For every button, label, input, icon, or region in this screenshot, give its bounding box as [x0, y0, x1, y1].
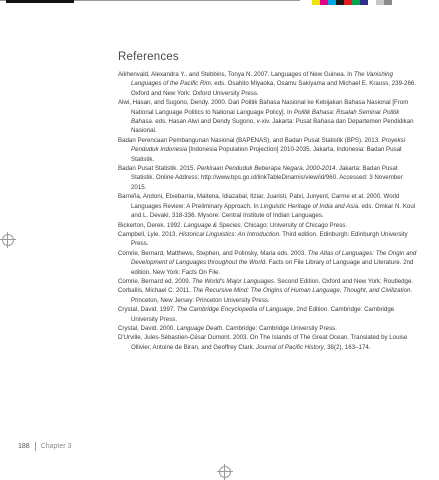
reference-entry: Barreña, Andoni, Etxebarria, Maitena, Idiazabal, Itziar, Juaristi, Patxi, Junyent, Carme et al. 2000. World Languages Review: A Preliminary Approach. In Linguistic Heritage of India and Asia. eds. Omkar N. Koul and L. Devaki, 318-336. Mysore: Central Institute of Indian Languages. — [118, 193, 416, 220]
reference-entry: Comrie, Bernard, Matthews, Stephen, and Polinsky, Maria eds. 2003. The Atlas of Languages: The Origin and Development of Languages throughout the World. Facts on File Library of Language and Literature. 2nd edition. New York: Facts On File. — [118, 249, 417, 276]
reference-list — [118, 70, 418, 352]
color-swatch — [376, 0, 384, 5]
color-calibration-bar — [312, 0, 392, 5]
reference-entry: Badan Perencaan Pembangunan Nasional (BAPENAS), and Badan Pusat Statistik (BPS). 2013. Proyeksi Penduduk Indonesia [Indonesia Population Projection] 2010-2035. Jakarta, Indonesia: Badan Pusat Statistik. — [118, 136, 406, 163]
color-swatch — [352, 0, 360, 5]
color-swatch — [384, 0, 392, 5]
color-swatch — [344, 0, 352, 5]
reference-entry: Aikhenvald, Alexandra Y., and Stebbins, Tonya N. 2007. Languages of New Guinea. In The Vanishing Languages of the Pacific Rim. eds. Osahito Miyaoka, Osamu Sakiyama and Michael E. Krauss, 239-266. Oxford and New York: Oxford University Press. — [118, 71, 417, 97]
color-swatch — [320, 0, 328, 5]
page-footer — [18, 442, 71, 451]
color-swatch — [360, 0, 368, 5]
color-swatch — [368, 0, 376, 5]
reference-entry: Alwi, Hasan, and Sugono, Dendy. 2000. Dari Politik Bahasa Nasional ke Kebijakan Bahasa Nasional [From National Language Politics to National Language Policy]. In Politik Bahasa: Risalah Seminar Politik Bahasa. eds. Hasan Alwi and Dendy Sugono, v-xiv. Jakarta: Pusat Bahasa dan Departemen Pendidikan Nasional. — [118, 99, 414, 135]
registration-mark-icon — [2, 234, 14, 246]
reference-entry: Bickerton, Derek. 1992. Language & Species. Chicago: University of Chicago Press. — [118, 221, 348, 229]
reference-entry: Campbell, Lyle. 2013. Historical Linguistics: An Introduction. Third edition. Edinburgh: Edinburgh University Press. — [118, 230, 408, 248]
footer-divider — [35, 442, 36, 451]
reference-entry: Badan Pusat Statistik. 2015. Perkiraan Penduduk Beberapa Negara, 2000-2014. Jakarta: Badan Pusat Statistik. Online Address: http://www.bps.go.id/linkTableDinamis/view/id/960. Accessed: 3 November 2015. — [118, 165, 403, 191]
reference-entry: D'Urville, Jules-Sébastien-César Dumont. 2003. On The Islands of The Great Ocean. Translated by Louise Ollivier, Antoine de Biran, and Geoffrey Clark. Journal of Pacific History, 38(2), 163–174. — [118, 334, 408, 351]
references-heading: References — [118, 51, 179, 63]
reference-entry: Corballis, Michael C. 2011. The Recursive Mind: The Origins of Human Language, Thought, and Civilization. Princeton, New Jersey: Princeton University Press. — [118, 287, 413, 304]
reference-entry: Crystal, David. 2000. Language Death. Cambridge: Cambridge University Press. — [118, 324, 337, 332]
page-number: 188 — [18, 443, 30, 450]
reference-entry: Comrie, Bernard ed. 2009. The World's Major Languages. Second Edition. Oxford and New York: Routledge. — [118, 277, 414, 285]
color-swatch — [328, 0, 336, 5]
chapter-label: Chapter 3 — [40, 443, 72, 450]
color-swatch — [336, 0, 344, 5]
printer-bar — [6, 0, 74, 3]
registration-mark-icon — [219, 466, 231, 478]
reference-entry: Crystal, David. 1997. The Cambridge Encyclopedia of Language, 2nd Edition. Cambridge: Cambridge University Press. — [118, 306, 395, 323]
color-swatch — [312, 0, 320, 5]
